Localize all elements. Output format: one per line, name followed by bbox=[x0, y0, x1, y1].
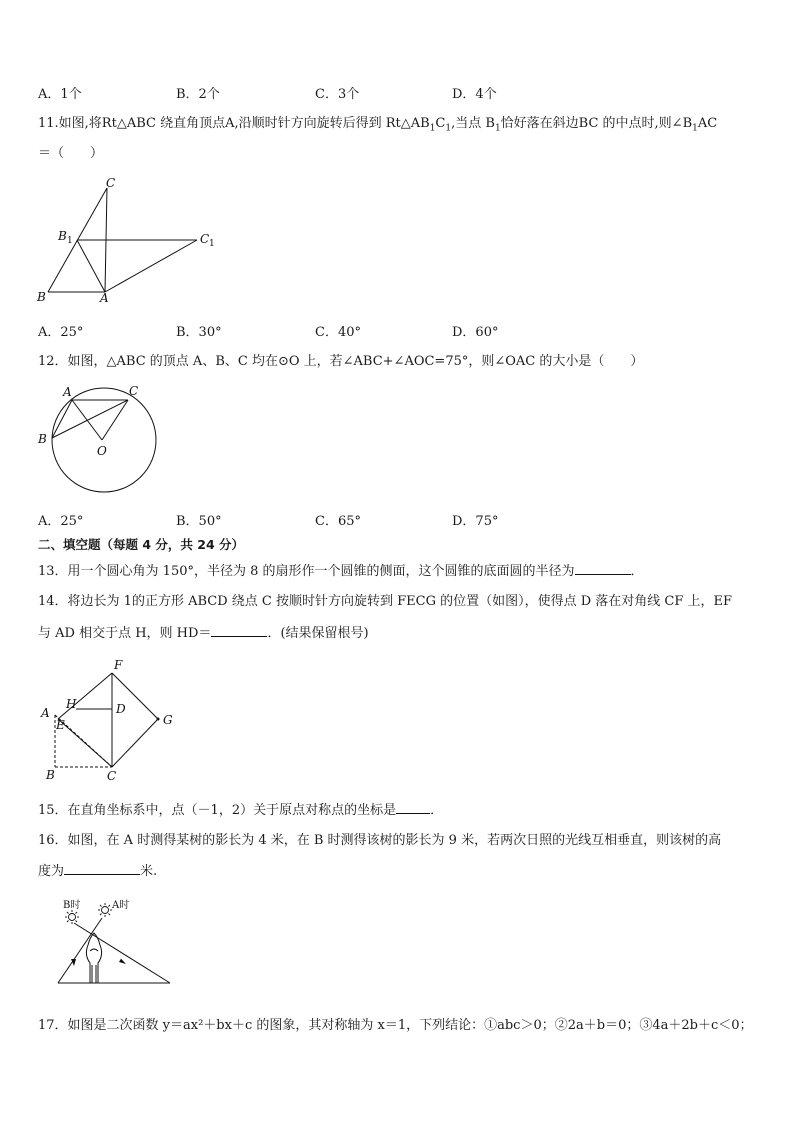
q14-stem-line2: 与 AD 相交于点 H，则 HD＝ ．(结果保留根号) bbox=[38, 626, 369, 641]
q12-figure bbox=[30, 380, 165, 500]
label-a: A bbox=[41, 706, 50, 720]
sun-b-icon bbox=[65, 910, 79, 924]
label-o: O bbox=[97, 444, 107, 458]
q16-stem: 16．如图，在 A 时测得某树的影长为 4 米，在 B 时测得该树的影长为 9 米，若两次日照的光线互相垂直，则该树的高 bbox=[38, 833, 722, 848]
q16-figure bbox=[50, 893, 175, 988]
q17-stem: 17．如图是二次函数 y＝ax²＋bx＋c 的图象，其对称轴为 x＝1，下列结论：①abc＞0；②2a＋b＝0；③4a＋2b＋c＜0； bbox=[38, 1018, 753, 1033]
q13-stem: 13．用一个圆心角为 150°，半径为 8 的扇形作一个圆锥的侧面，这个圆锥的底面圆的半径为 ． bbox=[38, 564, 644, 579]
option-b: B．50° bbox=[176, 514, 222, 529]
label-b: B bbox=[38, 432, 47, 446]
option-c: C．3个 bbox=[315, 87, 360, 102]
label-f: F bbox=[114, 658, 123, 672]
q12-stem: 12．如图，△ABC 的顶点 A、B、C 均在⊙O 上，若∠ABC+∠AOC=75°，则∠OAC 的大小是（ ） bbox=[38, 354, 644, 369]
label-a: A bbox=[100, 291, 109, 305]
option-a: A．1个 bbox=[38, 87, 82, 102]
q15-stem: 15．在直角坐标系中，点（－1，2）关于原点对称点的坐标是 ． bbox=[38, 803, 444, 818]
label-a: A bbox=[63, 385, 72, 399]
circle-o bbox=[52, 388, 156, 492]
q11-stem: 11.如图,将Rt△ABC 绕直角顶点A,沿顺时针方向旋转后得到 $Rt\triangle AB_1C_1$,当点 $B_1$恰好落在斜边BC 的中点时,则$\angle B_1AC$ bbox=[38, 116, 718, 134]
label-g: G bbox=[163, 713, 173, 727]
label-c1: C bbox=[200, 232, 210, 246]
tree-icon bbox=[86, 933, 101, 983]
option-c: C．40° bbox=[315, 325, 361, 340]
label-c: C bbox=[107, 769, 117, 783]
label-b: B bbox=[46, 768, 55, 782]
q10-options bbox=[38, 83, 758, 101]
option-a: A．25° bbox=[38, 514, 84, 529]
q11-figure bbox=[30, 172, 230, 307]
option-d: D．4个 bbox=[452, 87, 497, 102]
label-d: D bbox=[116, 702, 126, 716]
option-d: D．60° bbox=[452, 325, 499, 340]
label-c: C bbox=[129, 384, 139, 398]
q12-options bbox=[38, 510, 758, 528]
label-b1-sub: 1 bbox=[67, 236, 73, 246]
label-b1: B bbox=[58, 229, 67, 243]
arrow-b-icon bbox=[119, 959, 126, 964]
sun-a-icon bbox=[98, 903, 112, 917]
option-c: C．65° bbox=[315, 514, 361, 529]
label-e: E bbox=[56, 718, 65, 732]
answer-blank[interactable] bbox=[64, 862, 140, 875]
q11-options bbox=[38, 321, 758, 339]
label-c: C bbox=[106, 176, 116, 190]
q14-stem: 14．将边长为 1的正方形 ABCD 绕点 C 按顺时针方向旋转到 FECG 的位置（如图），使得点 D 落在对角线 CF 上，EF bbox=[38, 594, 733, 609]
option-d: D．75° bbox=[452, 514, 499, 529]
label-a-time: A时 bbox=[112, 900, 130, 911]
answer-blank[interactable] bbox=[211, 624, 267, 637]
section-title: 二、填空题（每题 4 分，共 24 分） bbox=[38, 537, 245, 552]
label-h: H bbox=[66, 697, 77, 711]
answer-blank[interactable] bbox=[575, 562, 631, 575]
q16-stem-line2: 度为 米. bbox=[38, 864, 158, 879]
option-b: B．2个 bbox=[176, 87, 220, 102]
answer-blank[interactable] bbox=[396, 801, 430, 814]
label-b-time: B时 bbox=[63, 900, 81, 911]
label-c1-sub: 1 bbox=[209, 239, 215, 249]
q14-figure bbox=[30, 653, 190, 785]
option-a: A．25° bbox=[38, 325, 84, 340]
q11-stem-line2: ＝（ ） bbox=[38, 146, 104, 161]
label-b: B bbox=[37, 290, 46, 304]
option-b: B．30° bbox=[176, 325, 222, 340]
